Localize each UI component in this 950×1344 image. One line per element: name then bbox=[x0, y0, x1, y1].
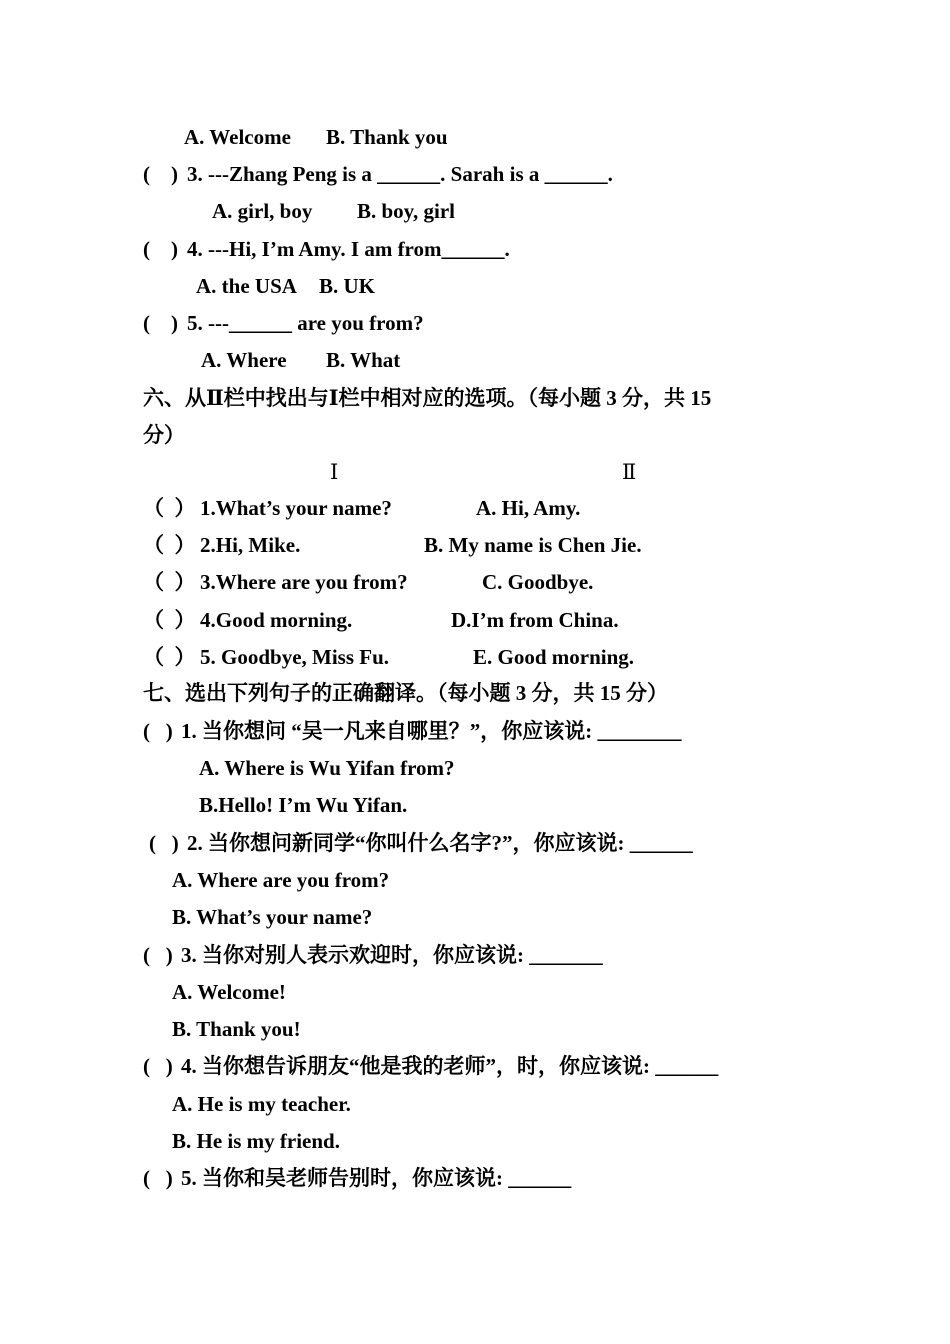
s7-q4-option-a: A. He is my teacher. bbox=[172, 1092, 351, 1116]
s7-q3-option-b: B. Thank you! bbox=[172, 1017, 301, 1041]
match-paren: （ ） bbox=[143, 608, 196, 632]
s7-q3-option-a: A. Welcome! bbox=[172, 980, 286, 1004]
s7-q4-option-b: B. He is my friend. bbox=[172, 1129, 340, 1153]
match-left-item: 5. Goodbye, Miss Fu. bbox=[200, 645, 390, 669]
column-ii-label: Ⅱ bbox=[622, 460, 637, 484]
s7-q1-option-b: B.Hello! I’m Wu Yifan. bbox=[199, 793, 408, 817]
s7-q3-paren: ( ) bbox=[143, 943, 173, 967]
match-paren: （ ） bbox=[143, 496, 196, 520]
q3-option-a: A. girl, boy bbox=[212, 199, 313, 223]
match-paren: （ ） bbox=[143, 645, 196, 669]
q4-paren: ( ) bbox=[143, 237, 178, 261]
s7-q2-paren: ( ) bbox=[149, 831, 179, 855]
match-left-item: 3.Where are you from? bbox=[200, 570, 408, 594]
q3-option-b: B. boy, girl bbox=[357, 199, 456, 223]
s7-q2-option-a: A. Where are you from? bbox=[172, 868, 390, 892]
s7-q1-paren: ( ) bbox=[143, 719, 173, 743]
match-paren: （ ） bbox=[143, 570, 196, 594]
q5-paren: ( ) bbox=[143, 311, 178, 335]
match-right-item: C. Goodbye. bbox=[482, 570, 594, 594]
s7-q1-option-a: A. Where is Wu Yifan from? bbox=[199, 756, 455, 780]
q4-question: 4. ---Hi, I’m Amy. I am from______. bbox=[187, 237, 510, 261]
match-right-item: D.I’m from China. bbox=[451, 608, 619, 632]
q3-paren: ( ) bbox=[143, 162, 178, 186]
section7-heading: 七、选出下列句子的正确翻译。（每小题 3 分，共 15 分） bbox=[143, 681, 668, 705]
q2-option-b: B. Thank you bbox=[326, 125, 448, 149]
q3-question: 3. ---Zhang Peng is a ______. Sarah is a ______. bbox=[187, 162, 613, 186]
q5-question: 5. ---______ are you from? bbox=[187, 311, 424, 335]
match-left-item: 2.Hi, Mike. bbox=[200, 533, 301, 557]
q2-option-a: A. Welcome bbox=[184, 125, 291, 149]
column-i-label: Ⅰ bbox=[330, 460, 339, 484]
s7-q4-paren: ( ) bbox=[143, 1054, 173, 1078]
s7-q5-paren: ( ) bbox=[143, 1166, 173, 1190]
q5-option-a: A. Where bbox=[201, 348, 287, 372]
section6-heading-line1: 六、从Ⅱ栏中找出与Ⅰ栏中相对应的选项。（每小题 3 分，共 15 bbox=[143, 386, 712, 410]
s7-q2-option-b: B. What’s your name? bbox=[172, 905, 373, 929]
s7-q2-question: 2. 当你想问新同学“你叫什么名字?”，你应该说: ______ bbox=[187, 831, 693, 855]
s7-q4-question: 4. 当你想告诉朋友“他是我的老师”，时，你应该说: ______ bbox=[181, 1054, 719, 1078]
match-paren: （ ） bbox=[143, 533, 196, 557]
s7-q3-question: 3. 当你对别人表示欢迎时，你应该说: _______ bbox=[181, 943, 603, 967]
q5-option-b: B. What bbox=[326, 348, 401, 372]
s7-q5-question: 5. 当你和吴老师告别时，你应该说: ______ bbox=[181, 1166, 572, 1190]
match-right-item: B. My name is Chen Jie. bbox=[424, 533, 642, 557]
match-left-item: 1.What’s your name? bbox=[200, 496, 392, 520]
s7-q1-question: 1. 当你想问 “吴一凡来自哪里？”，你应该说: ________ bbox=[181, 719, 682, 743]
match-right-item: E. Good morning. bbox=[473, 645, 635, 669]
q4-option-a: A. the USA bbox=[196, 274, 297, 298]
q4-option-b: B. UK bbox=[319, 274, 376, 298]
match-left-item: 4.Good morning. bbox=[200, 608, 353, 632]
match-right-item: A. Hi, Amy. bbox=[476, 496, 581, 520]
section6-heading-line2: 分） bbox=[143, 423, 185, 447]
